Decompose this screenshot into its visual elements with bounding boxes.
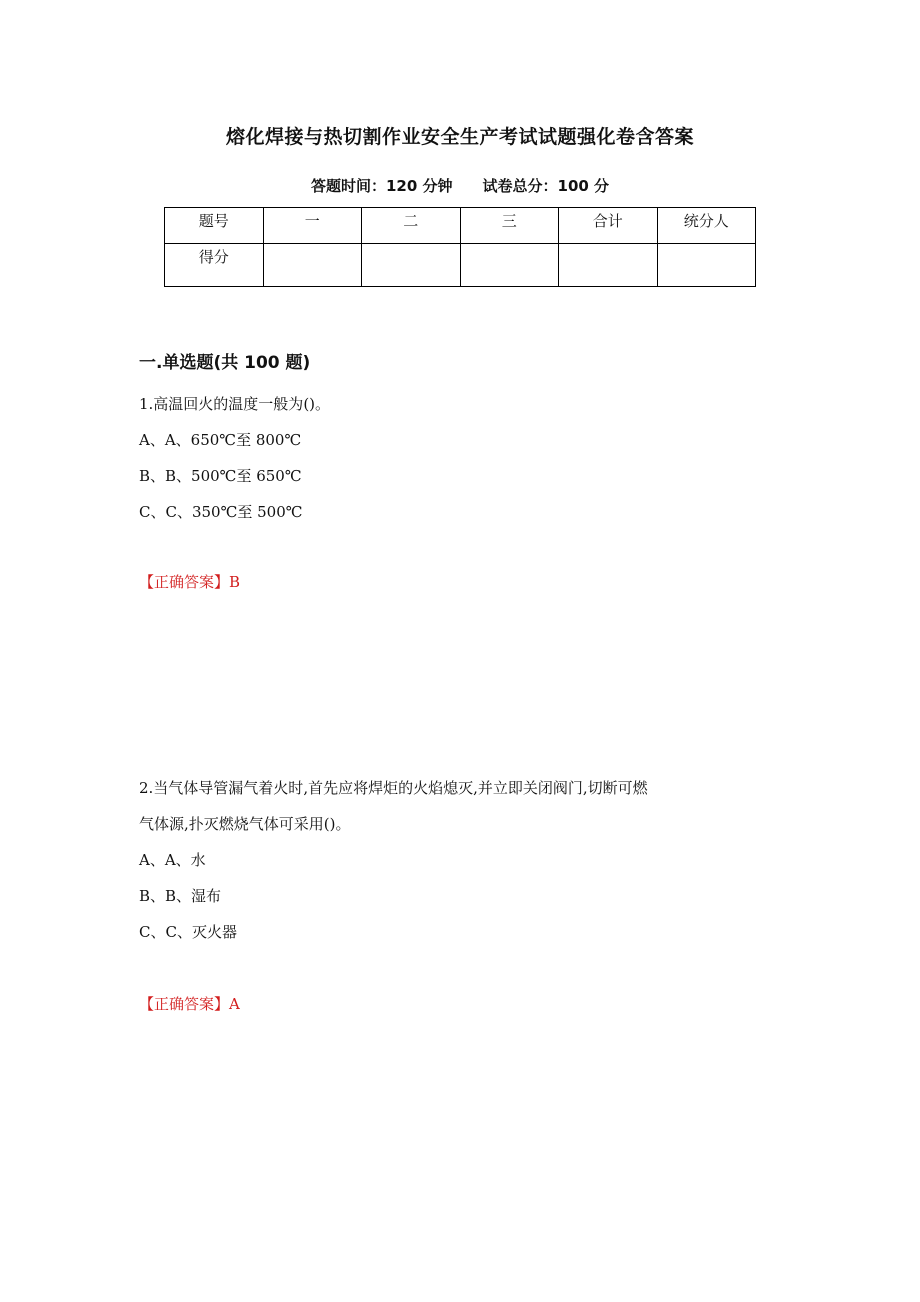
question-1: [139, 386, 789, 530]
exam-time: 答题时间：120 分钟: [310, 177, 453, 195]
score-cell: [460, 244, 559, 287]
question-stem-line: 2.当气体导管漏气着火时,首先应将焊炬的火焰熄灭,并立即关闭阀门,切断可燃: [139, 779, 648, 797]
score-header-cell: 二: [362, 208, 461, 244]
score-header-cell: 统分人: [657, 208, 756, 244]
score-table: [164, 207, 756, 287]
question-2: [139, 770, 789, 950]
option-c: C、C、灭火器: [139, 923, 237, 941]
score-header-cell: 合计: [559, 208, 658, 244]
option-a: A、A、650℃至 800℃: [139, 431, 302, 449]
question-stem: 1.高温回火的温度一般为()。: [139, 395, 331, 413]
exam-total-score: 试卷总分：100 分: [482, 177, 610, 195]
answer-1: 【正确答案】B: [139, 573, 241, 591]
question-stem-line: 气体源,扑灭燃烧气体可采用()。: [139, 815, 351, 833]
score-header-cell: 一: [263, 208, 362, 244]
option-a: A、A、水: [139, 851, 206, 869]
score-cell: [657, 244, 756, 287]
score-table-row: [165, 244, 756, 287]
score-cell: [362, 244, 461, 287]
option-b: B、B、500℃至 650℃: [139, 467, 302, 485]
score-header-cell: 题号: [165, 208, 264, 244]
section-title: 一.单选题(共 100 题): [139, 353, 311, 373]
answer-2: 【正确答案】A: [139, 995, 240, 1013]
score-table-header-row: [165, 208, 756, 244]
option-b: B、B、湿布: [139, 887, 222, 905]
score-cell: [263, 244, 362, 287]
document-title: 熔化焊接与热切割作业安全生产考试试题强化卷含答案: [225, 126, 694, 148]
option-c: C、C、350℃至 500℃: [139, 503, 303, 521]
score-header-cell: 三: [460, 208, 559, 244]
score-row-label: 得分: [165, 244, 264, 287]
score-cell: [559, 244, 658, 287]
exam-meta: [0, 175, 920, 196]
